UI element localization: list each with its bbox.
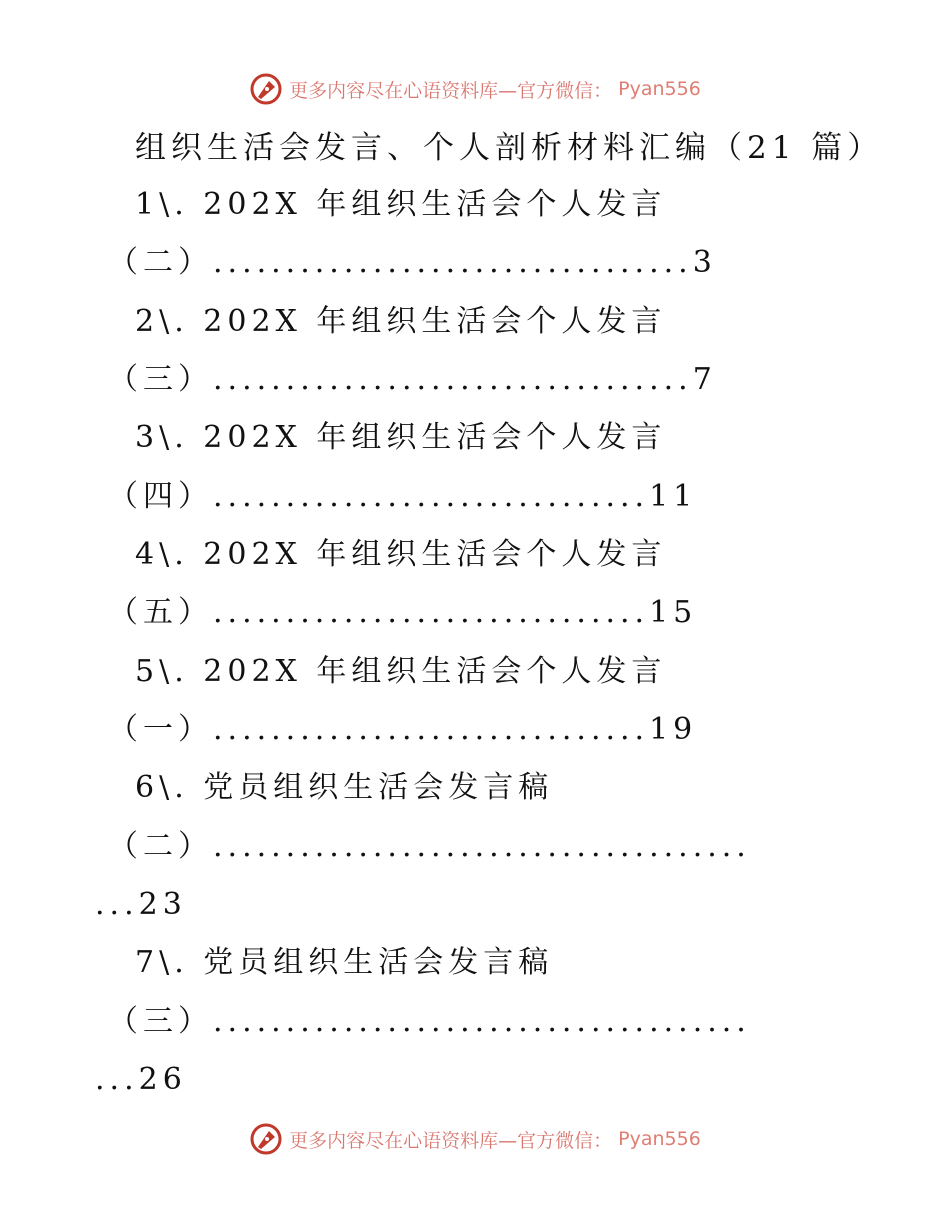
toc-entry-2-page[interactable]: （三）.................................7	[108, 362, 717, 397]
toc-entry-5-heading[interactable]: 5\. 202X 年组织生活会个人发言	[135, 654, 667, 689]
toc-entry-1-heading[interactable]: 1\. 202X 年组织生活会个人发言	[135, 187, 667, 222]
toc-entry-7-page[interactable]: ...26	[95, 1062, 187, 1097]
toc-entry-3-page[interactable]: （四）..............................11	[108, 479, 698, 514]
toc-entry-6-heading[interactable]: 6\. 党员组织生活会发言稿	[135, 770, 554, 805]
toc-entry-6-page[interactable]: ...23	[95, 887, 187, 922]
toc-entry-4-page[interactable]: （五）..............................15	[108, 595, 698, 630]
document-title: 组织生活会发言、个人剖析材料汇编（21 篇）	[135, 130, 884, 166]
watermark-wechat-id: Pyan556	[618, 1128, 701, 1150]
pen-nib-logo-icon	[249, 72, 283, 106]
watermark-wechat-id: Pyan556	[618, 78, 701, 100]
toc-entry-2-heading[interactable]: 2\. 202X 年组织生活会个人发言	[135, 304, 667, 339]
toc-entry-7-heading[interactable]: 7\. 党员组织生活会发言稿	[135, 945, 554, 980]
header-watermark	[0, 72, 950, 106]
pen-nib-logo-icon	[249, 1122, 283, 1156]
toc-entry-3-heading[interactable]: 3\. 202X 年组织生活会个人发言	[135, 420, 667, 455]
toc-entry-5-page[interactable]: （一）..............................19	[108, 712, 698, 747]
toc-entry-4-heading[interactable]: 4\. 202X 年组织生活会个人发言	[135, 537, 667, 572]
toc-entry-1-page[interactable]: （二）.................................3	[108, 245, 717, 280]
watermark-text: 更多内容尽在心语资料库—官方微信：	[289, 79, 613, 102]
watermark-text: 更多内容尽在心语资料库—官方微信：	[289, 1129, 613, 1152]
toc-entry-7-leader[interactable]: （三）.....................................	[108, 1004, 751, 1039]
toc-entry-6-leader[interactable]: （二）.....................................	[108, 829, 751, 864]
footer-watermark	[0, 1122, 950, 1156]
